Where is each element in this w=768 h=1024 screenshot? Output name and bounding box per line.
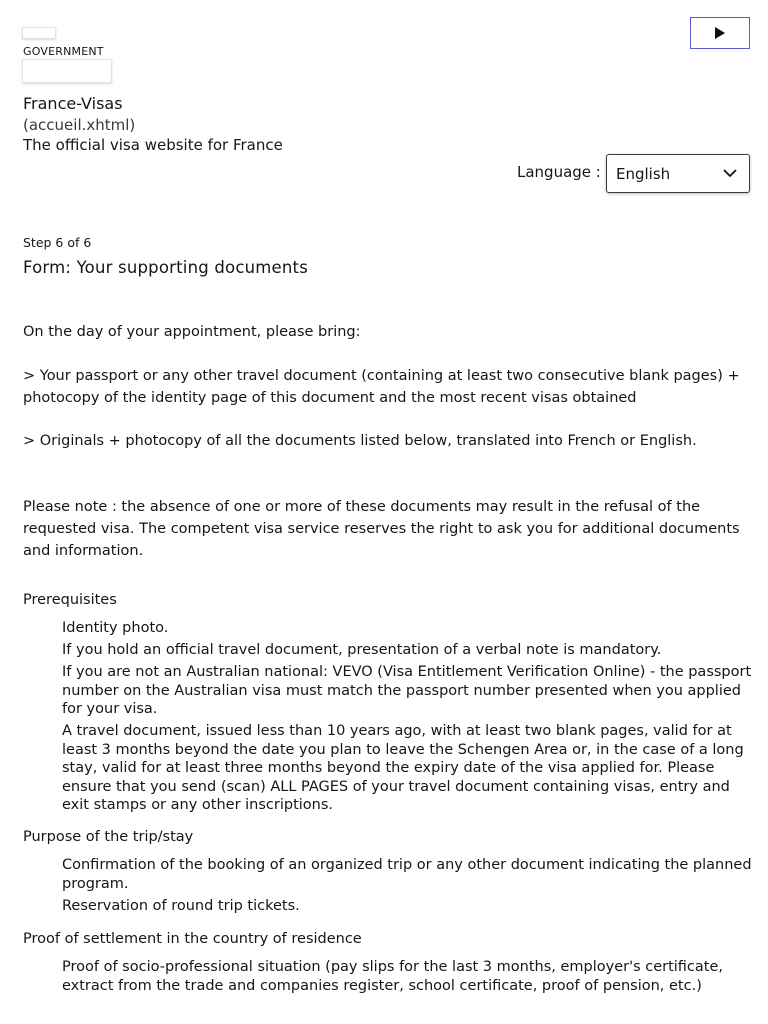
chevron-down-icon [723,169,737,178]
intro-text: On the day of your appointment, please bring: [23,324,361,340]
purpose-list [62,856,752,919]
language-selected-value: English [616,164,671,183]
bring-originals-text: > Originals + photocopy of all the documents listed below, translated into French or English. [23,433,697,449]
home-link[interactable]: (accueil.xhtml) [23,116,136,134]
section-title-purpose: Purpose of the trip/stay [23,829,194,845]
site-name: France-Visas [23,94,123,113]
page-title: Form: Your supporting documents [23,258,308,277]
list-item: Reservation of round trip tickets. [62,897,300,914]
list-item: Proof of socio-professional situation (pay slips for the last 3 months, employer's certificate, extract from the trade and companies register, school certificate, proof of pension, etc.) [62,959,724,994]
note-text: Please note : the absence of one or more of these documents may result in the refusal of the requested visa. The competent visa service reserves the right to ask you for additional documents and information. [23,499,740,559]
language-select[interactable] [606,154,750,193]
logo-image-top [22,27,56,39]
list-item: Identity photo. [62,620,169,636]
government-label: GOVERNMENT [23,45,104,58]
prerequisites-list [62,619,752,818]
list-item: A travel document, issued less than 10 years ago, with at least two blank pages, valid for at least 3 months beyond the date you plan to leave the Schengen Area or, in the case of a long stay, valid for at least three months beyond the expiry date of the visa applied for. Please ensure that you send (scan) ALL PAGES of your travel document containing visas, entry and exit stamps or any other inscriptions. [62,723,744,813]
play-button[interactable] [690,17,750,49]
list-item: If you are not an Australian national: VEVO (Visa Entitlement Verification Online) - the passport number on the Australian visa must match the passport number presented when you applied for your visa. [62,664,752,717]
language-label: Language : [517,163,601,181]
site-tagline: The official visa website for France [23,136,283,154]
step-indicator: Step 6 of 6 [23,235,92,250]
list-item: If you hold an official travel document, presentation of a verbal note is mandatory. [62,642,662,658]
bring-passport-text: > Your passport or any other travel document (containing at least two consecutive blank pages) + photocopy of the identity page of this document and the most recent visas obtained [23,368,740,406]
logo-image-bottom [22,59,112,83]
section-title-prerequisites: Prerequisites [23,592,117,608]
section-title-proof-of-settlement: Proof of settlement in the country of residence [23,931,362,947]
play-icon [714,27,726,39]
list-item: Confirmation of the booking of an organized trip or any other document indicating the planned program. [62,857,752,892]
proof-of-settlement-list [62,958,752,999]
